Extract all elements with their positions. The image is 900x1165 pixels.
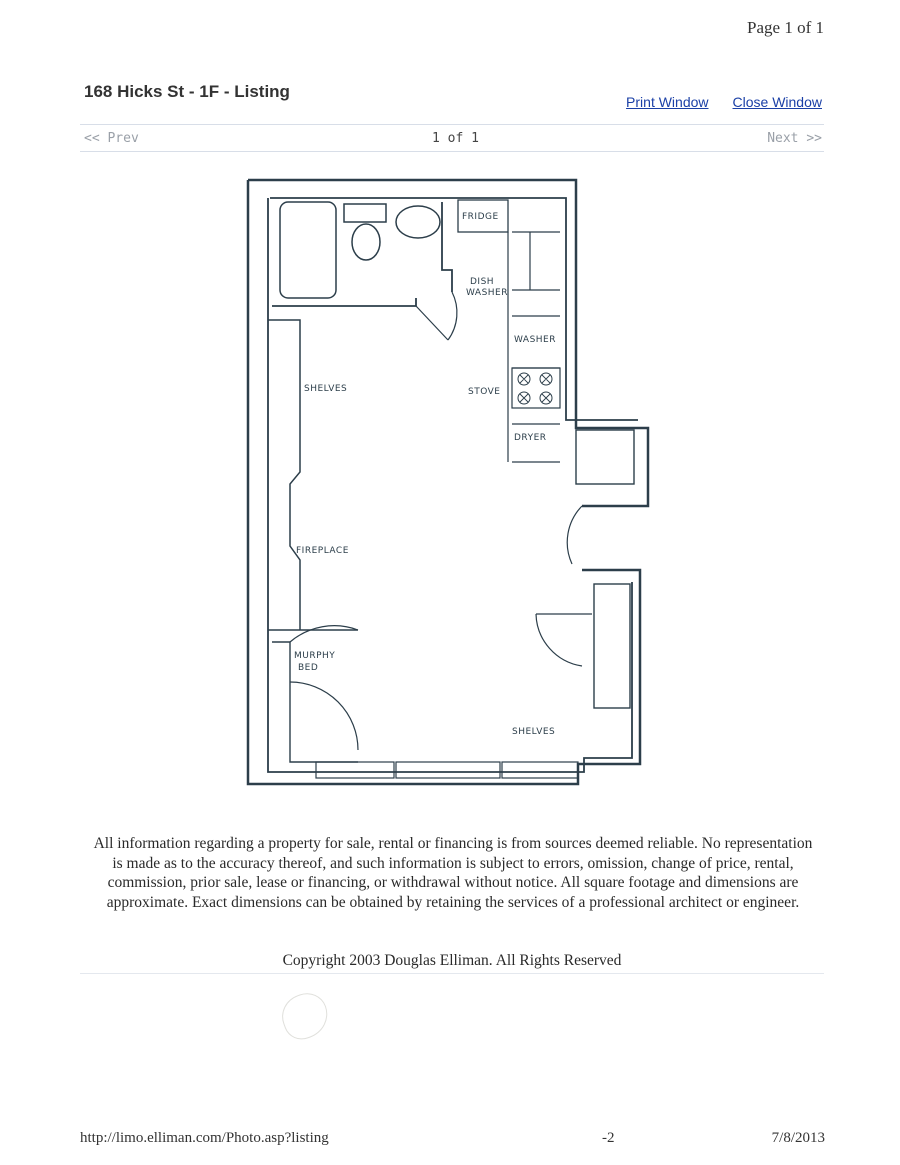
window-left [316,762,394,778]
window-right [502,762,578,778]
prev-link[interactable]: << Prev [84,131,139,146]
listing-title: 168 Hicks St - 1F - Listing [84,82,290,101]
window-actions [626,94,822,110]
label-shelves-left: SHELVES [304,384,348,394]
label-murphy: MURPHY [294,651,336,661]
left-shelves [268,320,300,630]
footer-date: 7/8/2013 [771,1130,825,1146]
closet-door-arc [567,506,582,564]
copyright-text: Copyright 2003 Douglas Elliman. All Rights Reserved [282,952,622,969]
bathroom-sink [344,204,386,222]
wardrobe-door-arc [536,614,592,666]
label-fridge: FRIDGE [462,212,499,222]
wardrobe [594,584,630,708]
footer-page-number: -2 [602,1130,615,1146]
next-link[interactable]: Next >> [767,131,822,146]
paper-smudge [276,987,334,1044]
close-window-link[interactable]: Close Window [732,94,822,110]
label-bed: BED [298,663,319,673]
label-washer: WASHER [514,335,556,345]
photo-counter: 1 of 1 [432,131,479,146]
bathroom-wall [272,202,452,306]
label-dish: DISH [470,277,495,287]
label-stove: STOVE [468,387,501,397]
outer-wall [248,180,648,506]
disclaimer-text: All information regarding a property for sale, rental or financing is from sources deemed reliable. No representation is made as to the accuracy thereof, and such information is subject to errors, omission, change of price, rental, commission, prior sale, lease or financing, or withdrawal without notice. All square footage and dimensions are approximate. Exact dimensions can be obtained by retaining the services of a professional architect or engineer. [93,835,813,911]
print-window-link[interactable]: Print Window [626,94,709,110]
murphy-bed-closet [268,630,358,762]
label-dryer: DRYER [514,433,547,443]
kitchen-counter [508,232,560,462]
murphy-door-arcs [290,626,358,750]
vanity-basin [396,206,440,238]
photo-navigation [80,124,824,152]
closet [576,430,634,484]
floor-plan-image [236,172,666,792]
inner-wall-lower [268,198,632,772]
window-center [396,762,500,778]
label-fireplace: FIREPLACE [296,546,349,556]
bathtub [280,202,336,298]
footer-url: http://limo.elliman.com/Photo.asp?listing [80,1130,329,1146]
bath-door-arc [416,292,457,340]
label-shelves-bottom: SHELVES [512,727,556,737]
divider [80,973,824,974]
page-count: Page 1 of 1 [747,18,824,37]
label-dish-washer: WASHER [466,288,508,298]
toilet [352,224,380,260]
